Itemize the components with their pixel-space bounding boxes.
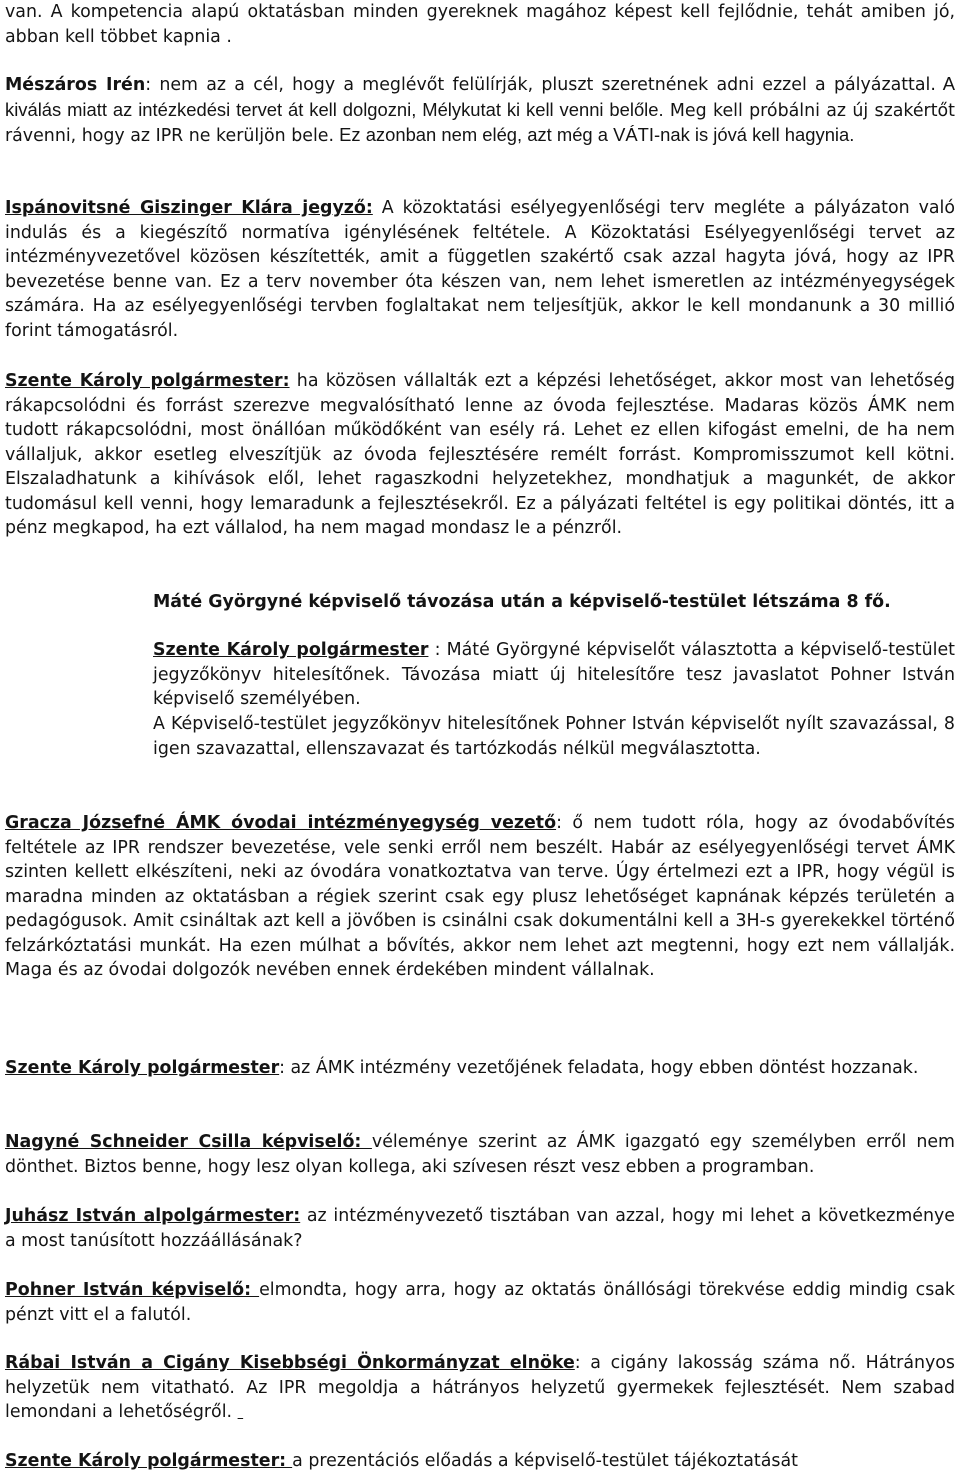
paragraph-text: a prezentációs előadás a képviselő-testület tájékoztatását <box>292 1451 798 1471</box>
paragraph-7 <box>5 811 955 983</box>
paragraph-text: A kiválás miatt az intézkedési tervet át kell dolgozni, Mélykutat ki kell venni belőle. <box>5 73 955 120</box>
paragraph-12 <box>5 1351 955 1425</box>
paragraph-text: Ez azonban nem elég, azt még a VÁTI-nak is jóvá kell hagynia. <box>334 124 855 145</box>
trailing-underline <box>238 1402 244 1422</box>
speaker-name: Ispánovitsné Giszinger Klára jegyző: <box>5 198 373 218</box>
paragraph-text: van. A kompetencia alapú oktatásban minden gyereknek magához képest kell fejlődnie, tehát amiben jó, abban kell többet kapnia . <box>5 2 955 47</box>
paragraph-text: elmondta, hogy arra, hogy az oktatás önállósági törekvése eddig mindig csak pénzt vitt el a falutól. <box>5 1280 955 1325</box>
notice-text: Máté Györgyné képviselő távozása után a képviselő-testület létszáma 8 fő. <box>153 592 891 612</box>
paragraph-3 <box>5 196 955 343</box>
paragraph-text: az intézményvezető tisztában van azzal, hogy mi lehet a következménye a most tanúsított hozzáállásának? <box>5 1206 955 1251</box>
paragraph-10 <box>5 1204 955 1253</box>
paragraph-text: : ő nem tudott róla, hogy az óvodabővítés feltétele az IPR rendszer bevezetése, vele senki erről nem beszélt. Habár az esélyegyenlőségi tervet ÁMK szinten kellett elkészíteni, neki az óvodára vonatkoztatva van terve. Úgy értelmezi ezt a IPR, hogy végül is maradna minden az oktatásban a régiek szerint csak egy plusz lehetőséget kapnának képzés területén a pedagógusok. Amit csináltak azt kell a jövőben is csinálni csak dokumentálni kell a 3H-s gyerekekkel történő felzárkóztatási munkát. Ha ezen múlhat a bővítés, akkor nem lehet azt megtenni, hogy ezt nem vállalják. Maga és az óvodai dolgozók nevében ennek érdekében mindent vállalnak. <box>5 813 955 980</box>
speaker-name: Szente Károly polgármester: <box>5 1451 293 1471</box>
paragraph-9 <box>5 1130 955 1179</box>
speaker-name: Nagyné Schneider Csilla képviselő: <box>5 1132 372 1152</box>
speaker-name: Gracza Józsefné ÁMK óvodai intézményegység vezető <box>5 813 557 833</box>
paragraph-6b <box>153 712 955 761</box>
paragraph-text: ha közösen vállalták ezt a képzési lehetőséget, akkor most van lehetőség rákapcsolódni és forrást szerezve megvalósítható lenne az óvoda fejlesztése. Madaras közös ÁMK nem tudott rákapcsolódni, most önállóan működőként van esély rá. Lehet ez ellen kifogást emelni, de ha nem vállaljuk, akkor esetleg elveszítjük az óvoda fejlesztésére remélt forrást. Kompromisszumot kell kötni. Elszaladhatunk a kihívások elől, lehet ragaszkodni helyzetekhez, mondhatjuk a magunkét, de akkor tudomásul kell venni, hogy lemaradunk a fejlesztésekről. Ez a pályázati feltétel is egy politikai döntés, itt a pénz megkapod, ha ezt vállalod, ha nem magad mondasz le a pénzről. <box>5 371 955 538</box>
paragraph-1 <box>5 0 955 49</box>
speaker-name: Juhász István alpolgármester: <box>5 1206 301 1226</box>
paragraph-2 <box>5 72 955 149</box>
paragraph-text: véleménye szerint az ÁMK igazgató egy személyben erről nem dönthet. Biztos benne, hogy lesz olyan kollega, aki szívesen részt vesz ebben a programban. <box>5 1132 955 1177</box>
paragraph-5 <box>153 590 955 615</box>
speaker-name: Pohner István képviselő: <box>5 1280 260 1300</box>
speaker-name: Rábai István a Cigány Kisebbségi Önkormányzat elnöke <box>5 1353 575 1373</box>
resolution-text: A Képviselő-testület jegyzőkönyv hitelesítőnek Pohner István képviselőt nyílt szavazással, 8 igen szavazattal, ellenszavazat és tartózkodás nélkül megválasztotta. <box>153 714 955 759</box>
paragraph-text: A közoktatási esélyegyenlőségi terv megléte a pályázaton való indulás és a kiegészítő normatíva igénylésének feltétele. A Közoktatási Esélyegyenlőségi tervet az intézményvezetővel közösen készítették, amit a független szakértő csak azzal hagyta jóvá, hogy az IPR bevezetése benne van. Ez a terv november óta készen van, nem lehet ismeretlen az intézményegységek számára. Ha az esélyegyenlőségi tervben foglaltakat nem teljesítjük, akkor le kell mondanunk a 30 millió forint támogatásról. <box>5 198 955 341</box>
paragraph-11 <box>5 1278 955 1327</box>
speaker-name: Szente Károly polgármester <box>5 1058 280 1078</box>
paragraph-text: : nem az a cél, hogy a meglévőt felülírják, pluszt szeretnének adni ezzel a pályázattal. <box>145 75 936 95</box>
paragraph-text: : Máté Györgyné képviselőt választotta a képviselő-testület jegyzőkönyv hitelesítőnek. Távozása miatt új hitelesítőre tesz javaslatot Pohner István képviselő személyében. <box>153 640 955 709</box>
paragraph-6 <box>153 638 955 712</box>
speaker-name: Szente Károly polgármester <box>153 640 429 660</box>
paragraph-4 <box>5 369 955 541</box>
speaker-name: Mészáros Irén <box>5 75 146 95</box>
paragraph-8 <box>5 1056 955 1081</box>
paragraph-text: : a cigány lakosság száma nő. Hátrányos helyzetük nem vitatható. Az IPR megoldja a hátrányos helyzetű gyermekek fejlesztését. Nem szabad lemondani a lehetőségről. <box>5 1353 955 1422</box>
paragraph-13 <box>5 1449 955 1474</box>
paragraph-text: : az ÁMK intézmény vezetőjének feladata, hogy ebben döntést hozzanak. <box>279 1058 919 1078</box>
paragraph-text: Meg kell próbálni az új szakértőt rávenni, hogy az IPR ne kerüljön bele. <box>5 100 955 146</box>
speaker-name: Szente Károly polgármester: <box>5 371 290 391</box>
